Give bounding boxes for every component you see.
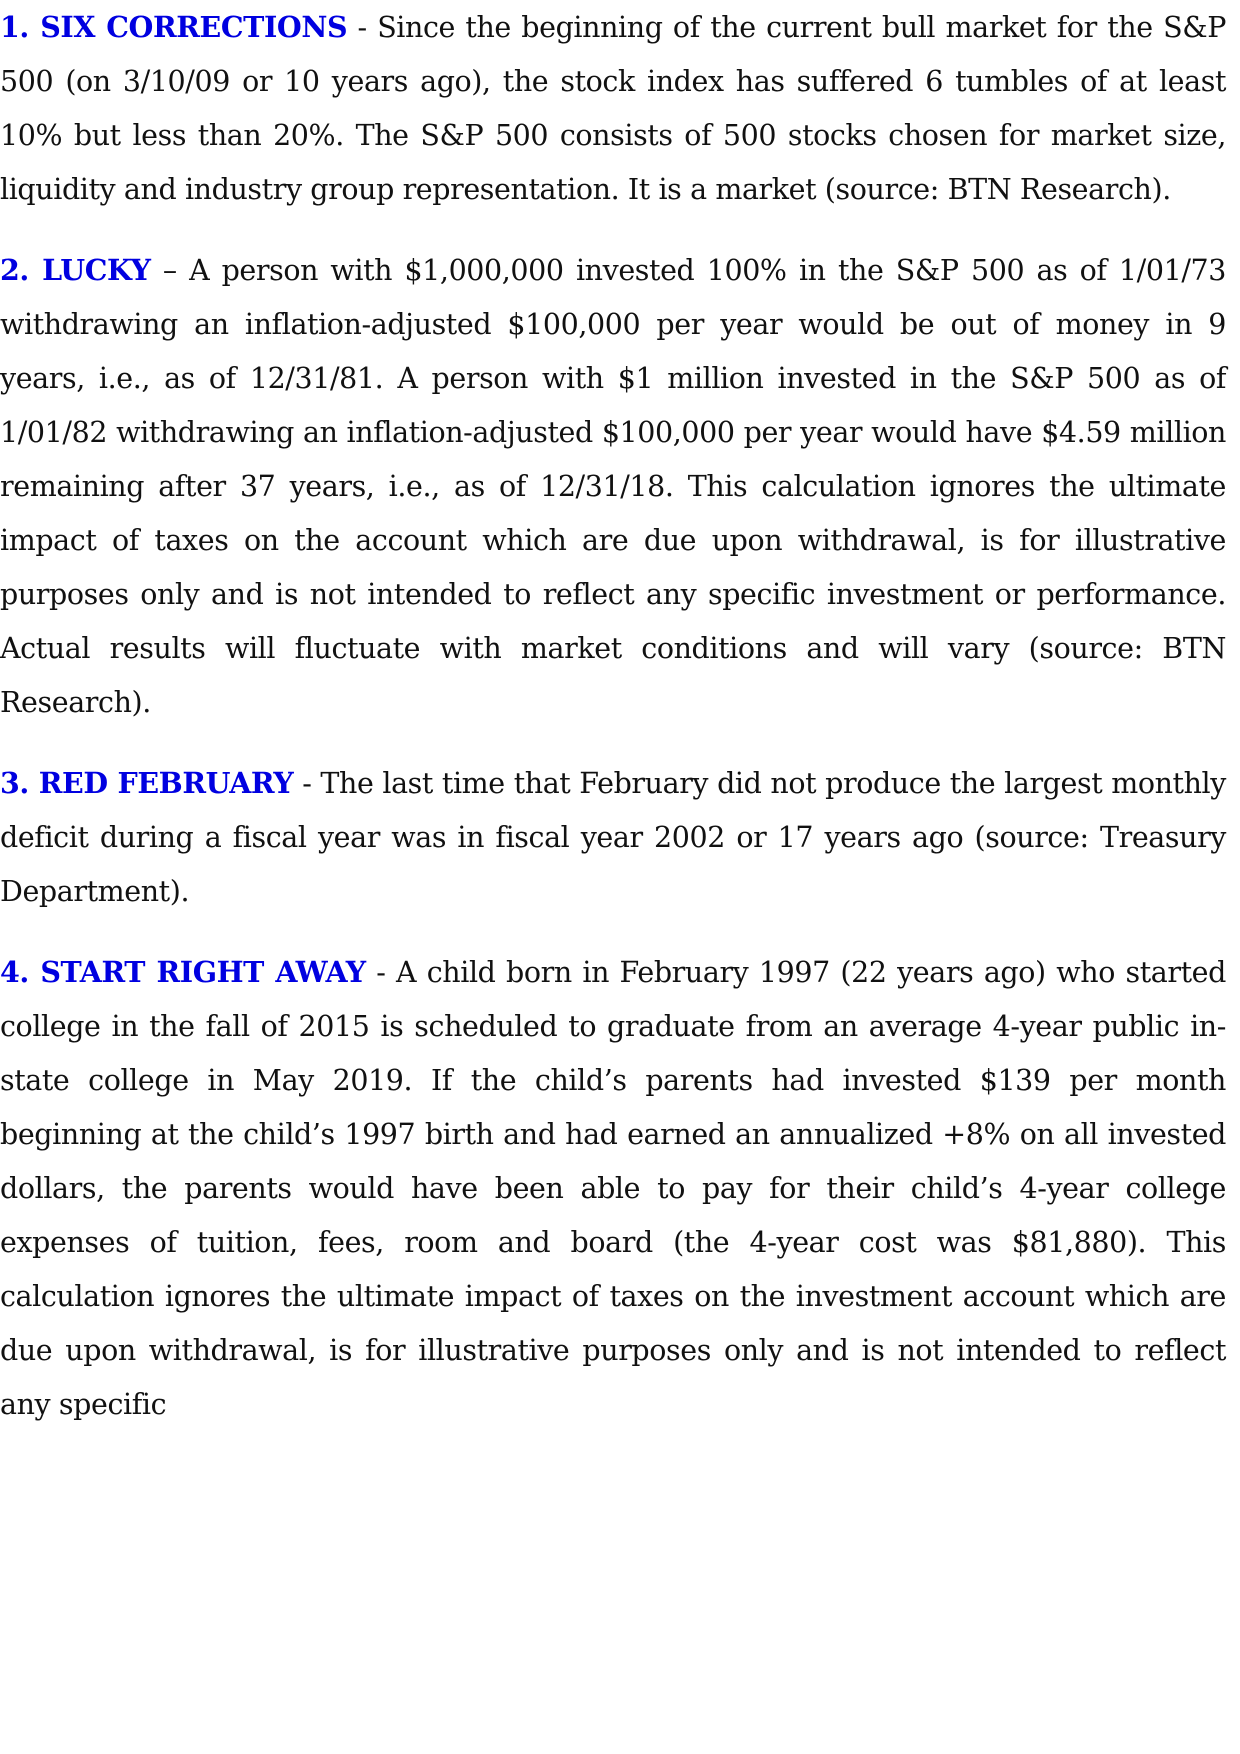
item-number: 3. [0,766,29,800]
item-body: A person with $1,000,000 invested 100% in the S&P 500 as of 1/01/73 withdrawing an inflation-adjusted $100,000 per year would be out of money in 9 years, i.e., as of 12/31/81. A person with $1 million invested in the S&P 500 as of 1/01/82 withdrawing an inflation-adjusted $100,000 per year would have $4.59 million remaining after 37 years, i.e., as of 12/31/18. This calculation ignores the ultimate impact of taxes on the account which are due upon withdrawal, is for illustrative purposes only and is not intended to reflect any specific investment or performance. Actual results will fluctuate with market conditions and will vary (source: BTN Research). [0,254,1226,719]
item-separator: - [365,956,396,989]
item-title: START RIGHT AWAY [40,955,366,989]
item-paragraph [0,756,1226,919]
item-six-corrections [0,0,1226,217]
item-heading [0,766,293,800]
item-body: The last time that February did not produce the largest monthly deficit during a fiscal year was in fiscal year 2002 or 17 years ago (source: Treasury Department). [0,767,1226,908]
item-start-right-away [0,945,1226,1432]
item-title: LUCKY [42,253,151,287]
item-number: 2. [0,253,29,287]
item-body: A child born in February 1997 (22 years ago) who started college in the fall of 2015 is scheduled to graduate from an average 4-year public in-state college in May 2019. If the child’s parents had invested $139 per month beginning at the child’s 1997 birth and had earned an annualized +8% on all invested dollars, the parents would have been able to pay for their child’s 4-year college expenses of tuition, fees, room and board (the 4-year cost was $81,880). This calculation ignores the ultimate impact of taxes on the investment account which are due upon withdrawal, is for illustrative purposes only and is not intended to reflect any specific [0,956,1226,1421]
item-number: 4. [0,955,29,989]
item-lucky [0,243,1226,730]
item-separator: – [150,254,190,287]
item-separator: - [347,11,378,44]
item-heading [0,253,151,287]
item-red-february [0,756,1226,919]
item-title: RED FEBRUARY [38,766,294,800]
item-paragraph [0,243,1226,730]
item-number: 1. [0,10,29,44]
item-body: Since the beginning of the current bull market for the S&P 500 (on 3/10/09 or 10 years ago), the stock index has suffered 6 tumbles of at least 10% but less than 20%. The S&P 500 consists of 500 stocks chosen for market size, liquidity and industry group representation. It is a market (source: BTN Research). [0,11,1226,206]
item-heading [0,955,366,989]
item-heading [0,10,347,44]
item-paragraph [0,945,1226,1432]
item-separator: - [293,767,321,800]
item-title: SIX CORRECTIONS [40,10,348,44]
item-paragraph [0,0,1226,217]
